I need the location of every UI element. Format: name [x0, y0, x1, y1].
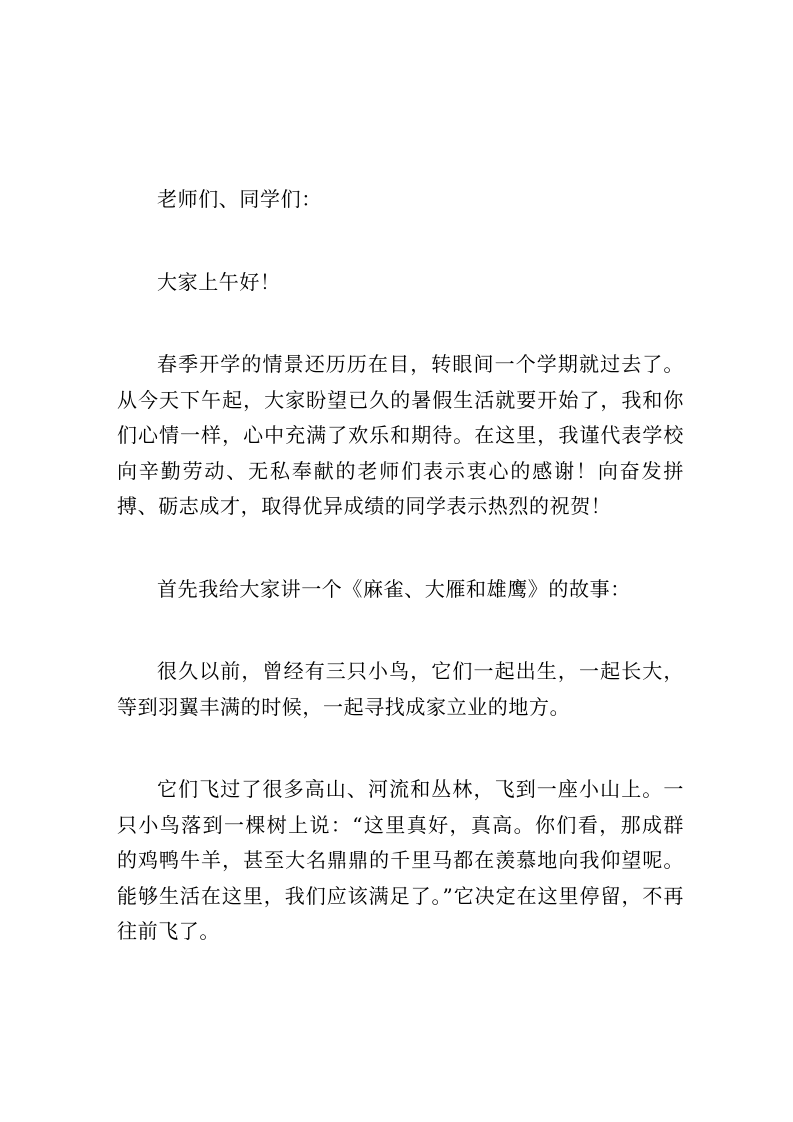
document-body: [117, 182, 684, 997]
paragraph-first-bird: 它们飞过了很多高山、河流和丛林，飞到一座小山上。一只小鸟落到一棵树上说：“这里真好，真高。你们看，那成群的鸡鸭牛羊，甚至大名鼎鼎的千里马都在羡慕地向我仰望呢。能够生活在这里，我们应该满足了。”它决定在这里停留，不再往前飞了。: [117, 777, 684, 943]
greeting-line: 老师们、同学们：: [157, 187, 322, 211]
paragraph-three-birds: 很久以前，曾经有三只小鸟，它们一起出生，一起长大，等到羽翼丰满的时候，一起寻找成家立业的地方。: [117, 659, 684, 719]
salutation-line: 大家上午好！: [157, 269, 281, 294]
paragraph-opening: 春季开学的情景还历历在目，转眼间一个学期就过去了。从今天下午起，大家盼望已久的暑假生活就要开始了，我和你们心情一样，心中充满了欢乐和期待。在这里，我谨代表学校向辛勤劳动、无私奉献的老师们表示衷心的感谢！向奋发拼搏、砺志成才，取得优异成绩的同学表示热烈的祝贺！: [117, 352, 684, 518]
paragraph-story-intro: 首先我给大家讲一个《麻雀、大雁和雄鹰》的故事：: [157, 576, 631, 601]
